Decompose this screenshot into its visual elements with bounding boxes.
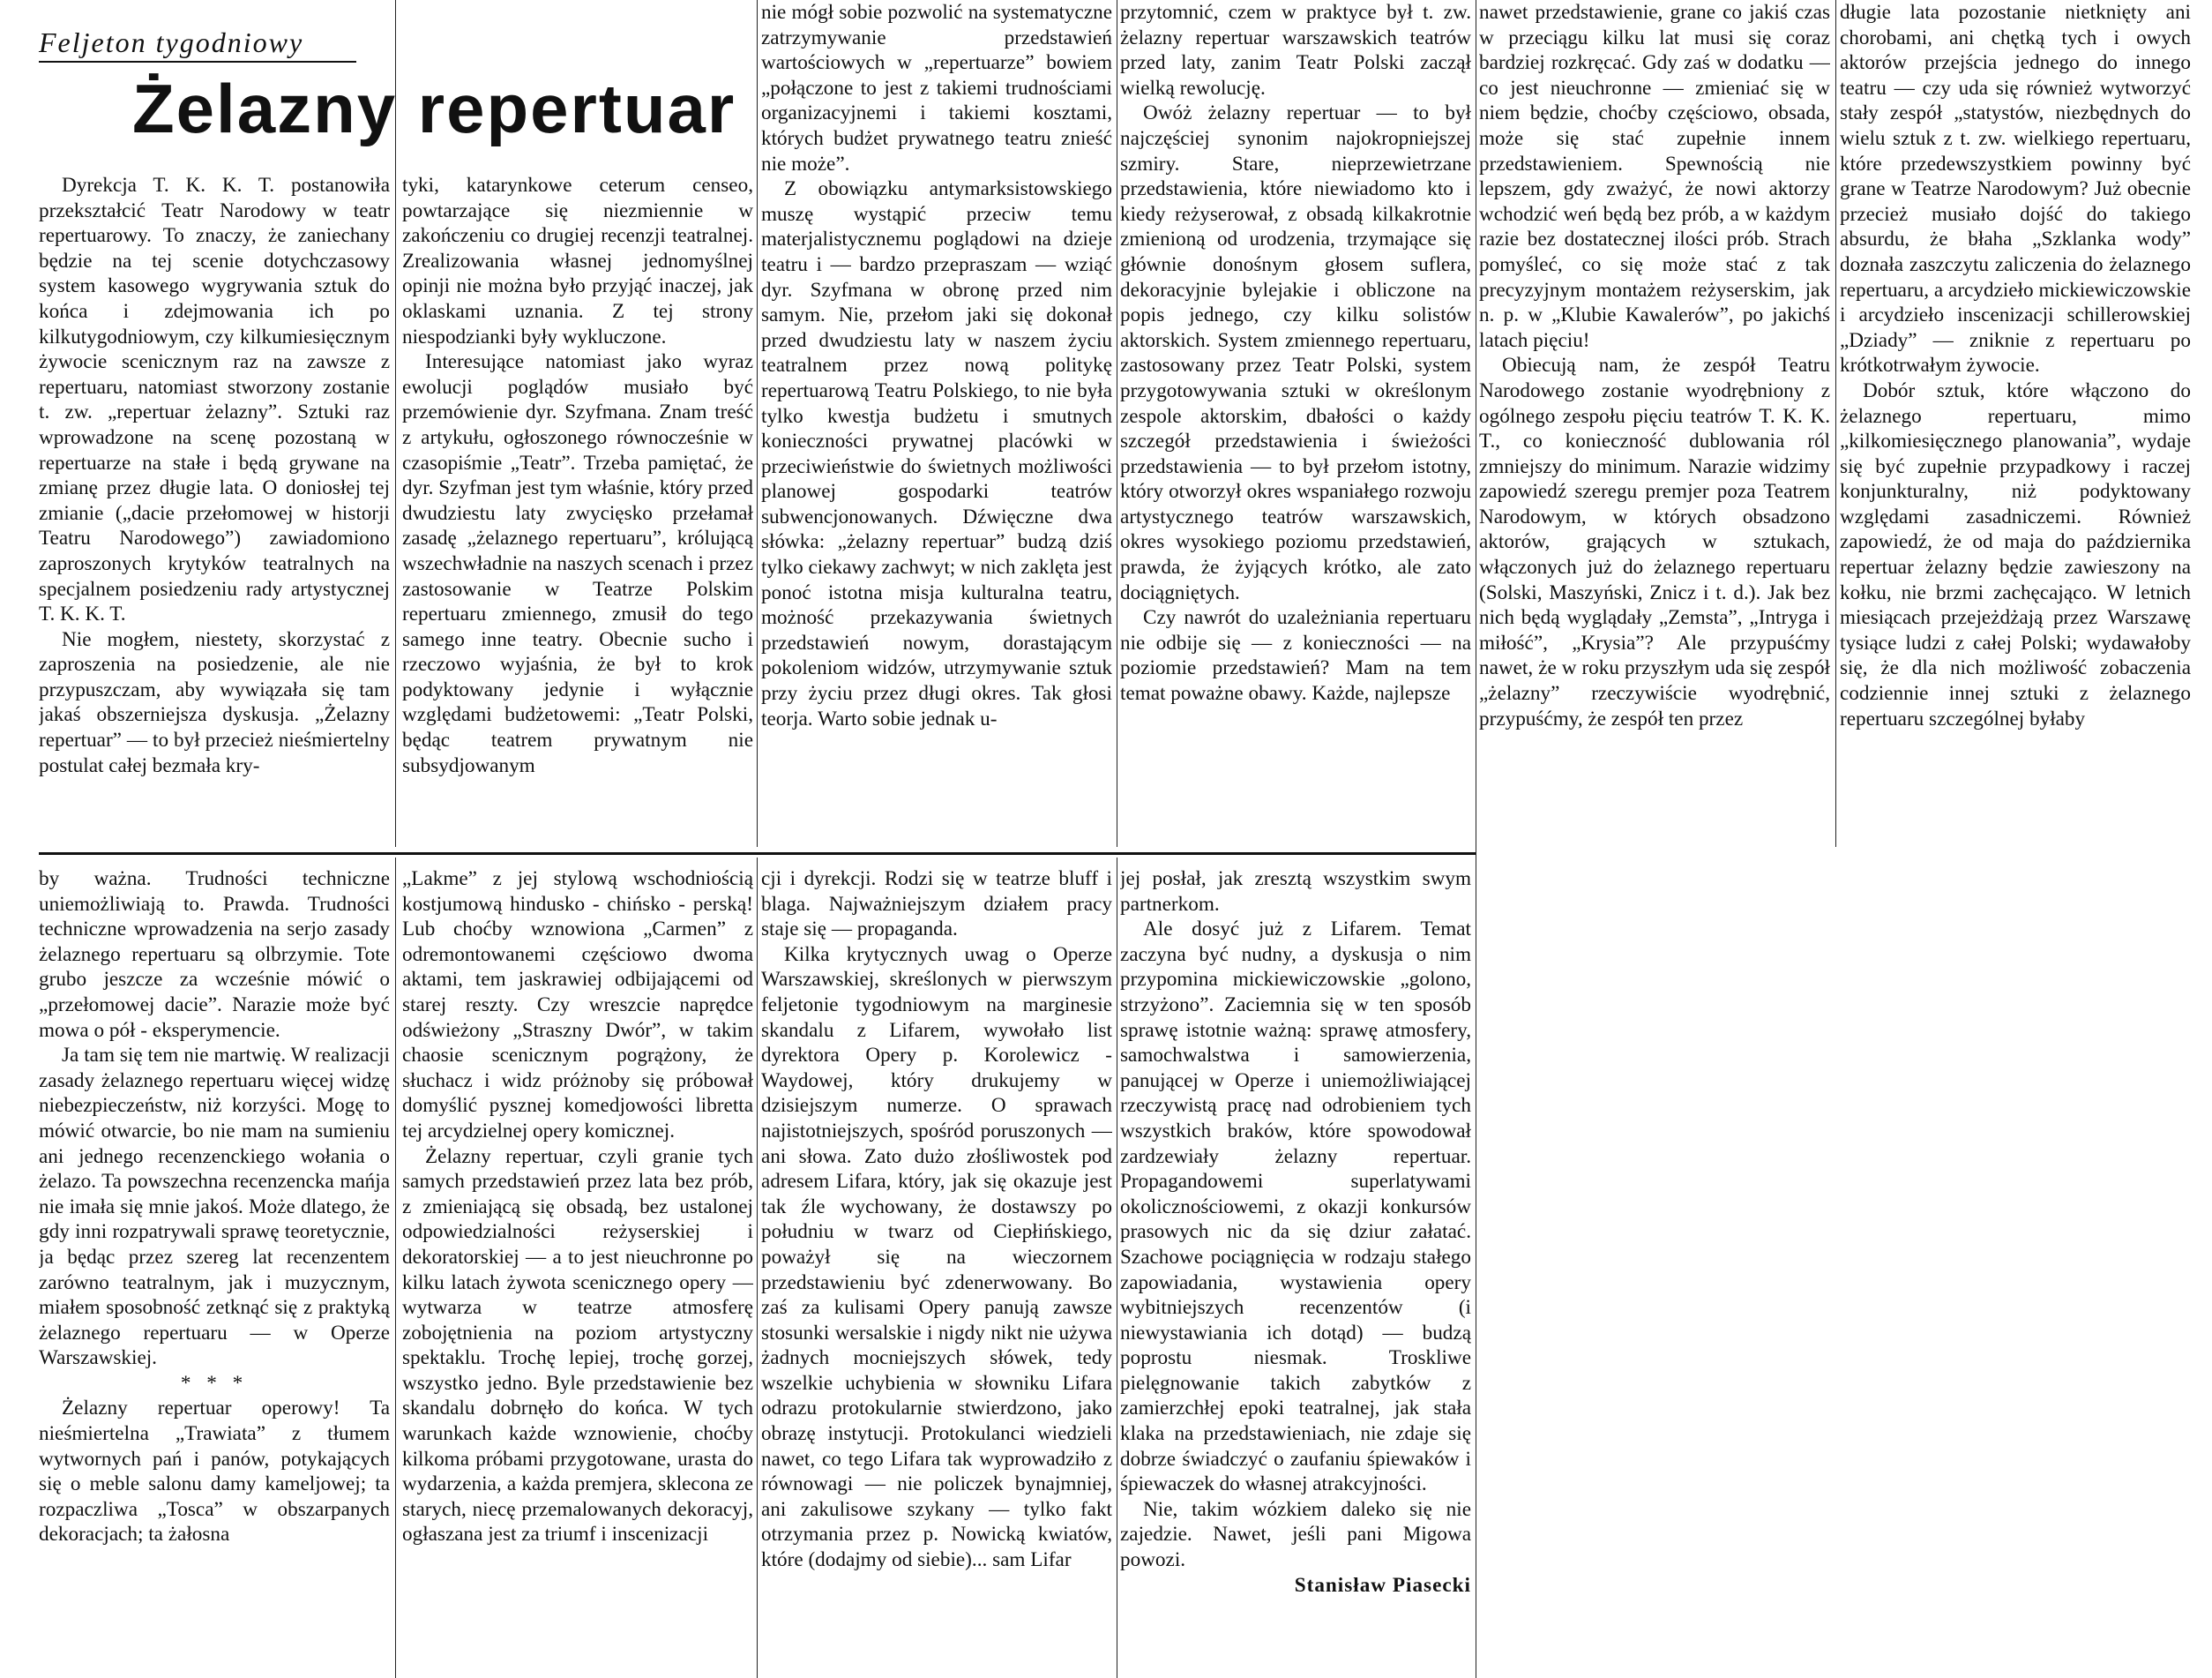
paragraph: Owóż żelazny repertuar — to był najczęściej synonim najokropniejszej szmiry. Stare, nieprzewietrzane przedstawienia, które niewiadomo kto i kiedy reżyserował, z obsadą kilkakrotnie zmienioną od urodzenia, trzymające się głównie donośnym głosem suflera, dekoracyjnie bylejakie i obliczone na popis jednego, czy kilku solistów aktorskich. System zmiennego repertuaru, zastosowany przez Teatr Polski, system przygotowywania sztuki w określonym zespole aktorskim, dbałości o każdy szczegół przedstawienia i świeżości przedstawienia — to był przełom istotny, który otworzył okres wspaniałego rozwoju artystycznego teatrów warszawskich, okres wysokiego poziomu przedstawień, prawda, że żyjących krótko, ale zato dociągniętych.	[1120, 101, 1471, 604]
text-column-bottom-4	[1120, 866, 1471, 1678]
paragraph: Żelazny repertuar, czyli granie tych samych przedstawień przez lata bez prób, z zmieniającą się obsadą, bez ustalonej odpowiedzialności reżyserskiej i dekoratorskiej — a to jest nieuchronne po kilku latach żywota scenicznego opery — wytwarza w teatrze atmosferę zobojętnienia na poziom artystyczny spektaklu. Trochę lepiej, trochę gorzej, wszystko jedno. Byle przedstawienie bez skandalu dobrnęło do końca. W tych warunkach każde wznowienie, choćby kilkoma próbami przygotowane, urasta do wydarzenia, a każda premjera, sklecona ze starych, niecę przemalowanych dekoracyj, ogłaszana jest za triumf i inscenizacji	[402, 1144, 753, 1547]
text-column-bottom-3	[761, 866, 1112, 1678]
text-column-top-5	[1479, 0, 1830, 847]
paragraph: Czy nawrót do uzależniania repertuaru nie odbije się — z konieczności — na poziomie przedstawień? Mam na tem temat poważne obawy. Każde, najlepsze	[1120, 606, 1471, 706]
article-headline: Żelazny repertuar	[132, 70, 736, 147]
paragraph: Ale dosyć już z Lifarem. Temat zaczyna być nudny, a dyskusja o nim przypomina mickiewiczowskie „golono, strzyżono”. Zaciemnia się w ten sposób sprawę istotnie ważną: sprawę atmosfery, samochwalstwa i samowierzenia, panującej w Operze i uniemożliwiającej rzeczywistą pracę nad odrobieniem tych wszystkich braków, które spowodował zardzewiały żelazny repertuar. Propagandowemi superlatywami okolicznościowemi, z okazji konkursów prasowych nic da się dziur załatać. Szachowe pociągnięcia w rodzaju stałego zapowiadania, wystawienia opery wybitniejszych recenzentów (i niewystawiania ich dotąd) — budzą poprostu niesmak. Troskliwe pielęgnowanie takich zabytków z zamierzchłej epoki teatralnej, jak stała klaka na przedstawieniach, nie zdaje się dobrze świadczyć o zaufaniu śpiewaków i śpiewaczek do własnej atrakcyjności.	[1120, 918, 1471, 1496]
section-separator: * * *	[180, 1371, 249, 1395]
text-column-top-6	[1840, 0, 2191, 847]
column-rule	[757, 858, 758, 1678]
paragraph: by ważna. Trudności techniczne uniemożliwiają to. Prawda. Trudności techniczne wprowadzenia na serjo zasady żelaznego repertuaru są olbrzymie. Tote grubo jeszcze za wcześnie mówić o „przełomowej dacie”. Narazie może być mowa o pół - eksperymencie.	[39, 867, 390, 1042]
text-column-top-4	[1120, 0, 1471, 847]
paragraph: Kilka krytycznych uwag o Operze Warszawskiej, skreślonych w pierwszym feljetonie tygodniowym na marginesie skandalu z Lifarem, wywołało list dyrektora Opery p. Korolewicz - Waydowej, który drukujemy w dzisiejszym numerze. O sprawach najistotniejszych, spośród poruszonych — ani słowa. Zato dużo złośliwostek pod adresem Lifara, który, jak się okazuje jest tak źle wychowany, że dostawszy po południu w twarz od Ciepłińskiego, poważył się na wieczornem przedstawieniu być zdenerwowany. Bo zaś za kulisami Opery panują zawsze stosunki wersalskie i nigdy nikt nie używa żadnych mocniejszych słówek, tedy wszelkie uchybienia w słowniku Lifara odrazu protokularnie stwierdzono, jako obrazę instytucji. Protokulanci wiedzieli nawet, co tego Lifara tak wyprowadziło z równowagi — nie policzek bynajmniej, ani zakulisowe szykany — tylko fakt otrzymania przez p. Nowicką kwiatów, które (dodajmy od siebie)... sam Lifar	[761, 942, 1112, 1572]
paragraph: „Lakme” z jej stylową wschodniością kostjumową hindusko - chińsko - perską! Lub choćby wznowiona „Carmen” z odremontowanemi częściowo dwoma aktami, tem jaskrawiej odbijającemi od starej reszty. Czy wreszcie naprędce odświeżony „Straszny Dwór”, w takim chaosie scenicznym pogrążony, że słuchacz i widz próżnoby się próbował domyślić pysznej komedjowości libretta tej arcydzielnej opery komicznej.	[402, 867, 753, 1142]
paragraph: Nie, takim wózkiem daleko się nie zajedzie. Nawet, jeśli pani Migowa powozi.	[1120, 1497, 1471, 1572]
text-column-bottom-2	[402, 866, 753, 1678]
band-divider	[39, 852, 1476, 855]
column-rule	[395, 858, 396, 1678]
column-rule	[1835, 0, 1836, 847]
paragraph: Żelazny repertuar operowy! Ta nieśmiertelna „Trawiata” z tłumem wytwornych pań i panów, potykających się o meble salonu damy kameljowej; ta rozpaczliwa „Tosca” w obszarpanych dekoracjach; ta żałosna	[39, 1397, 390, 1547]
paragraph: cji i dyrekcji. Rodzi się w teatrze bluff i blaga. Najważniejszym działem pracy staje się — propaganda.	[761, 867, 1112, 941]
paragraph: długie lata pozostanie nietknięty ani chorobami, ani chętką tych i owych aktorów przejścia jednego do innego teatru — czy uda się również wytworzyć stały zespół „statystów, niezbędnych do wielu sztuk z t. zw. wielkiego repertuaru, które przedewszystkiem powinny być grane w Teatrze Narodowym? Już obecnie przecież musiało dojść do takiego absurdu, że błaha „Szklanka wody” doznała zaszczytu zaliczenia do żelaznego repertuaru, a arcydzieło mickiewiczowskie i arcydzieło inscenizacji schillerowskiej „Dziady” — zniknie z repertuaru po krótkotrwałym żywocie.	[1840, 1, 2191, 378]
text-column-top-1	[39, 173, 390, 847]
section-rubric: Feljeton tygodniowy	[39, 26, 356, 63]
paragraph: Ja tam się tem nie martwię. W realizacji zasady żelaznego repertuaru więcej widzę niebezpieczeństw, niż korzyści. Mogę to mówić otwarcie, bo nie mam na sumieniu ani jednego recenzenckiego wołania o żelazo. Ta powszechna recenzencka mańja nie imała się mnie jakoś. Może dlatego, że gdy inni rozpatrywali sprawę teoretycznie, ja będąc przez szereg lat recenzentem zarówno teatralnym, jak i muzycznym, miałem sposobność zetknąć się z praktyką żelaznego repertuaru — w Operze Warszawskiej.	[39, 1044, 390, 1370]
paragraph: Obiecują nam, że zespół Teatru Narodowego zostanie wyodrębniony z ogólnego zespołu pięciu teatrów T. K. K. T., co konieczność dublowania ról zmniejszy do minimum. Narazie widzimy zapowiedź szeregu premjer poza Teatrem Narodowym, w których obsadzono aktorów, grających w sztukach, włączonych już do żelaznego repertuaru (Solski, Maszyński, Znicz i t. d.). Jak bez nich będą wyglądały „Zemsta”, „Intryga i miłość”, „Krysia”? Ale przypuśćmy nawet, że w roku przyszłym uda się zespół „żelazny” rzeczywiście wyodrębnić, przypuśćmy, że zespół ten przez	[1479, 354, 1830, 730]
paragraph: Z obowiązku antymarksistowskiego muszę wystąpić przeciw temu materjalistycznemu poglądowi na dzieje teatru i — bardzo przepraszam — wziąć dyr. Szyfmana w obronę przed nim samym. Nie, przełom jaki się dokonał przed dwudziestu laty w naszem życiu teatralnem przez nową politykę repertuarową Teatru Polskiego, to nie była tylko kwestja budżetu i smutnych konieczności prywatnej placówki w przeciwieństwie do świetnych możliwości planowej gospodarki teatrów subwencjonowanych. Dźwięczne dwa słówka: „żelazny repertuar” budzą dziś tylko ciekawy zachwyt; w nich zaklęta jest ponoć istotna misja kulturalna teatru, możność przekazywania świetnych przedstawień nowym, dorastającym pokoleniom widzów, utrzymywanie sztuk przy życiu przez długi okres. Tak głosi teorja. Warto sobie jednak u-	[761, 177, 1112, 730]
paragraph: tyki, katarynkowe ceterum censeo, powtarzające się niezmiennie w zakończeniu co drugiej recenzji teatralnej. Zrealizowania własnej jednomyślnej opinji nie można było przyjąć inaczej, jak oklaskami uznania. Z tej strony niespodzianki były wykluczone.	[402, 174, 753, 348]
paragraph: nawet przedstawienie, grane co jakiś czas w przeciągu kilku lat musi się coraz bardziej rozkręcać. Gdy zaś w dodatku — co jest nieuchronne — zmieniać się w niem będzie, choćby częściowo, obsada, może się stać zupełnie innem przedstawieniem. Spewnością nie lepszem, gdy zważyć, że nowi aktorzy wchodzić weń będą bez prób, a w każdym razie bez dostatecznej ilości prób. Strach pomyśleć, co się może stać z tak precyzyjnym montażem reżyserskim, jak n. p. w „Klubie Kawalerów”, po jakichś latach pięciu!	[1479, 1, 1830, 352]
column-rule	[395, 0, 396, 847]
text-column-top-2	[402, 173, 753, 847]
paragraph: przytomnić, czem w praktyce był t. zw. żelazny repertuar warszawskich teatrów przed laty, zanim Teatr Polski zaczął wielką rewolucję.	[1120, 1, 1471, 100]
paragraph: Interesujące natomiast jako wyraz ewolucji poglądów musiało być przemówienie dyr. Szyfmana. Znam treść z artykułu, ogłoszonego równocześnie w czasopiśmie „Teatr”. Trzeba pamiętać, że dyr. Szyfman jest tym właśnie, który przed dwudziestu laty zwycięsko przełamał zasadę „żelaznego repertuaru”, królującą wszechwładnie na naszych scenach i przez zastosowanie w Teatrze Polskim repertuaru zmiennego, zmusił do tego samego inne teatry. Obecnie sucho i rzeczowo wyjaśnia, że był to krok podyktowany jedynie i wyłącznie względami budżetowemi: „Teatr Polski, będąc teatrem prywatnym nie subsydjowanym	[402, 350, 753, 777]
column-rule	[757, 0, 758, 847]
paragraph: jej posłał, jak zresztą wszystkim swym partnerkom.	[1120, 867, 1471, 916]
paragraph: Dyrekcja T. K. K. T. postanowiła przekształcić Teatr Narodowy w teatr repertuarowy. To znaczy, że zaniechany będzie na tej scenie dotychczasowy system kasowego wygrywania sztuk do końca i zdejmowania ich po kilkutygodniowym, czy kilkumiesięcznym żywocie scenicznym raz na zawsze z repertuaru, natomiast stworzony zostanie t. zw. „repertuar żelazny”. Sztuki raz wprowadzone na scenę pozostaną w repertuarze na stałe i będą grywane na zmianę przez długie lata. O doniosłej tej zmianie („dacie przełomowej w historji Teatru Narodowego”) zawiadomiono zaproszonych krytyków teatralnych na specjalnem posiedzeniu rady artystycznej T. K. K. T.	[39, 174, 390, 626]
paragraph: nie mógł sobie pozwolić na systematyczne zatrzymywanie przedstawień wartościowych w „repertuarze” bowiem „połączone to jest z takiemi trudnościami organizacyjnemi i takiemi kosztami, których budżet prywatnego teatru znieść nie może”.	[761, 1, 1112, 176]
text-column-top-3	[761, 0, 1112, 847]
paragraph: Dobór sztuk, które włączono do żelaznego repertuaru, mimo „kilkomiesięcznego planowania”, wydaje się być zupełnie przypadkowy i raczej konjunkturalny, niż podyktowany względami zasadniczemi. Również zapowiedź, że od maja do października repertuar żelazny będzie zawieszony na kołku, nie brzmi zachęcająco. W letnich miesiącach przejeżdżają przez Warszawę tysiące ludzi z całej Polski; wydawałoby się, że dla nich możliwość zobaczenia codziennie innej sztuki z żelaznego repertuaru szczególnej byłaby	[1840, 378, 2191, 730]
text-column-bottom-1	[39, 866, 390, 1678]
paragraph: Nie mogłem, niestety, skorzystać z zaproszenia na posiedzenie, ale nie przypuszczam, aby wywiązała się tam jakaś obszerniejsza dyskusja. „Żelazny repertuar” — to był przecież nieśmiertelny postulat całej bezmała kry-	[39, 627, 390, 777]
author-signature: Stanisław Piasecki	[1294, 1573, 1471, 1597]
